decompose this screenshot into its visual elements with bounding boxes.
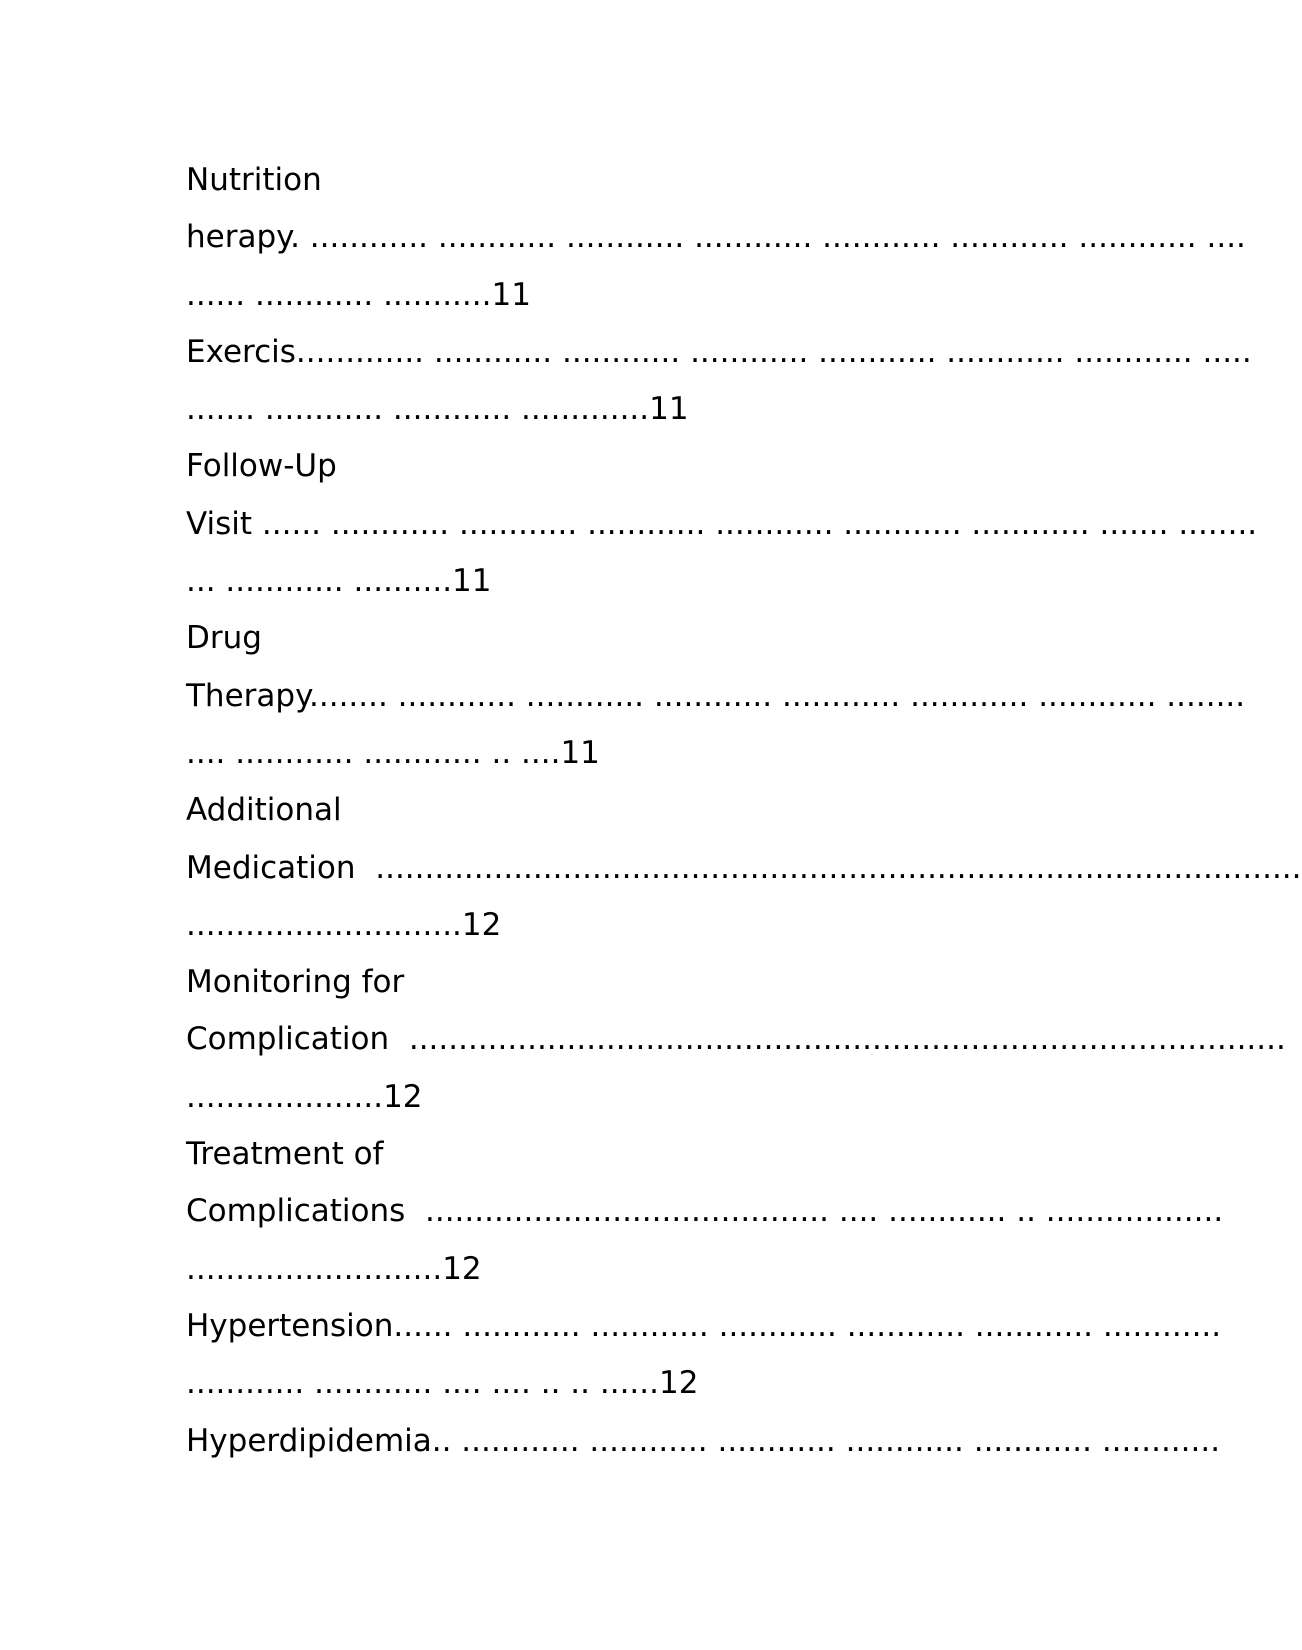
table-of-contents <box>186 152 1302 1470</box>
toc-line: Complications ......................................... .... ............ .. .................. <box>186 1193 1224 1230</box>
toc-line: ............................12 <box>186 906 502 943</box>
toc-line: Visit ...... ............ ............ ............ ............ ............ ............ ....... ........ <box>186 505 1258 542</box>
toc-line: Exercis............. ............ ............ ............ ............ ............ ............ ..... <box>186 333 1252 370</box>
toc-line: ....................12 <box>186 1078 423 1115</box>
toc-line: Complication ......................................................................................... <box>186 1021 1286 1058</box>
toc-line: Medication .............................................................................................. <box>186 849 1302 886</box>
toc-line: Follow-Up <box>186 448 337 485</box>
toc-line: herapy. ............ ............ ............ ............ ............ ............ ............ .... <box>186 219 1246 256</box>
toc-line: Monitoring for <box>186 964 405 1001</box>
toc-line: .... ............ ............ .. ....11 <box>186 734 600 771</box>
toc-line: ....... ............ ............ .............11 <box>186 391 689 428</box>
toc-line: Treatment of <box>186 1136 384 1173</box>
toc-line: Additional <box>186 792 342 829</box>
toc-line: ..........................12 <box>186 1250 482 1287</box>
toc-line: Nutrition <box>186 162 322 198</box>
toc-line: Hyperdipidemia.. ............ ............ ............ ............ ............ ............ <box>186 1422 1221 1459</box>
toc-line: ... ............ ..........11 <box>186 563 492 600</box>
toc-line: ............ ............ .... .... .. .. ......12 <box>186 1365 699 1402</box>
toc-line: Hypertension...... ............ ............ ............ ............ ............ ............ <box>186 1307 1222 1344</box>
toc-line: ...... ............ ...........11 <box>186 276 531 313</box>
toc-line: Therapy........ ............ ............ ............ ............ ............ ............ ........ <box>186 677 1246 714</box>
toc-line: Drug <box>186 620 262 657</box>
